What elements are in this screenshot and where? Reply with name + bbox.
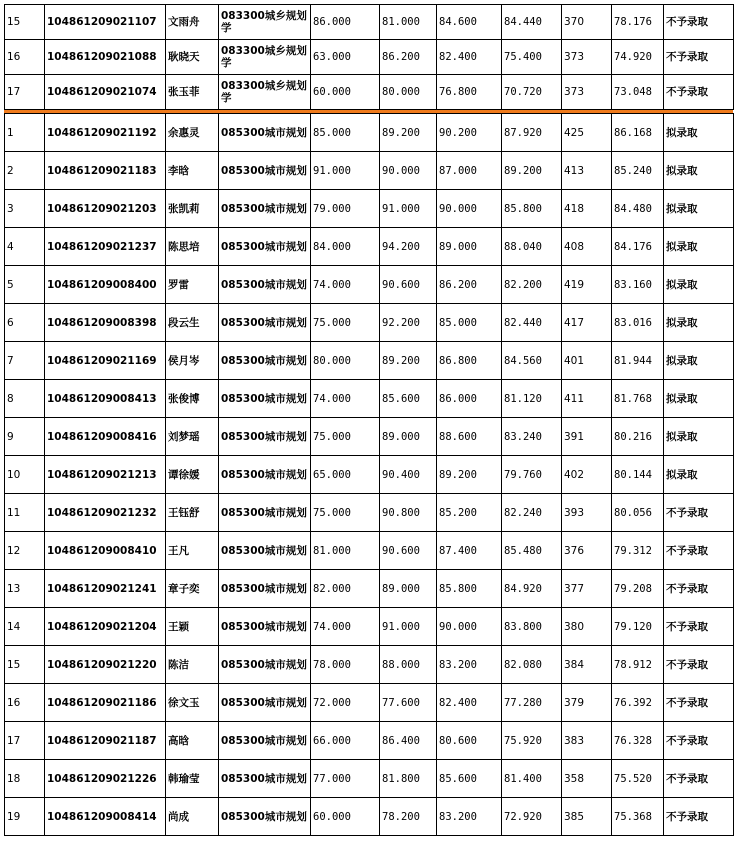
cell-row-number: 12 — [5, 532, 45, 570]
table-row — [5, 722, 734, 760]
cell-admission-result: 不予录取 — [664, 608, 734, 646]
cell-final-score: 80.056 — [612, 494, 664, 532]
cell-score-4: 81.400 — [502, 760, 562, 798]
cell-candidate-name: 高晗 — [166, 722, 219, 760]
cell-score-2: 91.000 — [380, 608, 437, 646]
cell-score-1: 75.000 — [311, 304, 380, 342]
cell-score-1: 86.000 — [311, 5, 380, 40]
cell-score-3: 84.600 — [437, 5, 502, 40]
table-row — [5, 152, 734, 190]
cell-score-4: 75.920 — [502, 722, 562, 760]
cell-candidate-id: 104861209021232 — [45, 494, 166, 532]
cell-score-4: 83.240 — [502, 418, 562, 456]
cell-score-3: 85.200 — [437, 494, 502, 532]
cell-candidate-id: 104861209021074 — [45, 75, 166, 110]
cell-candidate-id: 104861209008400 — [45, 266, 166, 304]
cell-admission-result: 拟录取 — [664, 380, 734, 418]
cell-major: 085300城市规划 — [219, 608, 311, 646]
cell-candidate-name: 尚成 — [166, 798, 219, 836]
cell-score-1: 75.000 — [311, 418, 380, 456]
cell-admission-result: 不予录取 — [664, 722, 734, 760]
cell-major: 085300城市规划 — [219, 342, 311, 380]
cell-row-number: 18 — [5, 760, 45, 798]
cell-score-2: 89.000 — [380, 418, 437, 456]
table-row — [5, 760, 734, 798]
cell-candidate-name: 段云生 — [166, 304, 219, 342]
cell-score-2: 89.200 — [380, 342, 437, 380]
score-sheet — [4, 4, 733, 836]
cell-final-score: 80.144 — [612, 456, 664, 494]
cell-major: 085300城市规划 — [219, 532, 311, 570]
cell-score-2: 81.800 — [380, 760, 437, 798]
cell-score-1: 79.000 — [311, 190, 380, 228]
cell-score-4: 84.440 — [502, 5, 562, 40]
cell-score-1: 72.000 — [311, 684, 380, 722]
cell-exam-total: 384 — [562, 646, 612, 684]
cell-major: 085300城市规划 — [219, 152, 311, 190]
cell-final-score: 81.768 — [612, 380, 664, 418]
cell-candidate-id: 104861209021187 — [45, 722, 166, 760]
cell-row-number: 9 — [5, 418, 45, 456]
cell-row-number: 16 — [5, 40, 45, 75]
cell-candidate-name: 谭徐媛 — [166, 456, 219, 494]
cell-score-2: 90.600 — [380, 266, 437, 304]
cell-final-score: 86.168 — [612, 114, 664, 152]
cell-row-number: 16 — [5, 684, 45, 722]
cell-exam-total: 370 — [562, 5, 612, 40]
cell-final-score: 79.208 — [612, 570, 664, 608]
cell-final-score: 75.520 — [612, 760, 664, 798]
table-row — [5, 380, 734, 418]
cell-score-2: 92.200 — [380, 304, 437, 342]
cell-score-3: 90.200 — [437, 114, 502, 152]
cell-score-2: 78.200 — [380, 798, 437, 836]
cell-exam-total: 417 — [562, 304, 612, 342]
cell-score-1: 82.000 — [311, 570, 380, 608]
cell-score-3: 89.200 — [437, 456, 502, 494]
table-row — [5, 40, 734, 75]
cell-score-3: 76.800 — [437, 75, 502, 110]
cell-candidate-name: 韩瑜莹 — [166, 760, 219, 798]
cell-major: 085300城市规划 — [219, 228, 311, 266]
cell-candidate-name: 刘梦瑶 — [166, 418, 219, 456]
cell-admission-result: 不予录取 — [664, 532, 734, 570]
cell-exam-total: 380 — [562, 608, 612, 646]
cell-candidate-id: 104861209021213 — [45, 456, 166, 494]
cell-row-number: 17 — [5, 722, 45, 760]
cell-score-2: 86.200 — [380, 40, 437, 75]
cell-candidate-id: 104861209021237 — [45, 228, 166, 266]
cell-score-1: 66.000 — [311, 722, 380, 760]
cell-major: 085300城市规划 — [219, 456, 311, 494]
cell-exam-total: 377 — [562, 570, 612, 608]
cell-candidate-name: 陈洁 — [166, 646, 219, 684]
cell-score-1: 78.000 — [311, 646, 380, 684]
cell-candidate-name: 侯月岑 — [166, 342, 219, 380]
cell-admission-result: 不予录取 — [664, 646, 734, 684]
cell-major: 085300城市规划 — [219, 494, 311, 532]
cell-candidate-id: 104861209021088 — [45, 40, 166, 75]
table-row — [5, 266, 734, 304]
table-urban-planning-science — [4, 4, 734, 110]
cell-score-2: 88.000 — [380, 646, 437, 684]
cell-score-2: 91.000 — [380, 190, 437, 228]
cell-score-2: 85.600 — [380, 380, 437, 418]
cell-candidate-name: 王凡 — [166, 532, 219, 570]
cell-exam-total: 408 — [562, 228, 612, 266]
cell-candidate-name: 李晗 — [166, 152, 219, 190]
table-row — [5, 228, 734, 266]
cell-candidate-name: 王颖 — [166, 608, 219, 646]
cell-row-number: 2 — [5, 152, 45, 190]
cell-candidate-id: 104861209008410 — [45, 532, 166, 570]
cell-score-3: 85.000 — [437, 304, 502, 342]
cell-admission-result: 拟录取 — [664, 304, 734, 342]
cell-candidate-id: 104861209021226 — [45, 760, 166, 798]
cell-candidate-id: 104861209021169 — [45, 342, 166, 380]
cell-score-3: 80.600 — [437, 722, 502, 760]
cell-major: 085300城市规划 — [219, 570, 311, 608]
cell-score-2: 94.200 — [380, 228, 437, 266]
cell-exam-total: 376 — [562, 532, 612, 570]
table-row — [5, 570, 734, 608]
cell-row-number: 14 — [5, 608, 45, 646]
cell-candidate-id: 104861209008414 — [45, 798, 166, 836]
cell-score-3: 87.000 — [437, 152, 502, 190]
cell-score-1: 65.000 — [311, 456, 380, 494]
cell-candidate-id: 104861209008413 — [45, 380, 166, 418]
cell-exam-total: 413 — [562, 152, 612, 190]
cell-row-number: 10 — [5, 456, 45, 494]
cell-major: 085300城市规划 — [219, 646, 311, 684]
cell-candidate-name: 张凯莉 — [166, 190, 219, 228]
cell-score-2: 80.000 — [380, 75, 437, 110]
cell-major: 083300城乡规划学 — [219, 75, 311, 110]
cell-row-number: 6 — [5, 304, 45, 342]
cell-score-3: 86.200 — [437, 266, 502, 304]
table-row — [5, 342, 734, 380]
table-row — [5, 190, 734, 228]
cell-score-1: 85.000 — [311, 114, 380, 152]
cell-score-4: 77.280 — [502, 684, 562, 722]
cell-major: 085300城市规划 — [219, 266, 311, 304]
cell-score-1: 74.000 — [311, 266, 380, 304]
cell-admission-result: 不予录取 — [664, 40, 734, 75]
cell-score-4: 84.560 — [502, 342, 562, 380]
cell-final-score: 85.240 — [612, 152, 664, 190]
cell-row-number: 19 — [5, 798, 45, 836]
cell-final-score: 81.944 — [612, 342, 664, 380]
table-row — [5, 532, 734, 570]
cell-row-number: 5 — [5, 266, 45, 304]
cell-candidate-id: 104861209021192 — [45, 114, 166, 152]
cell-final-score: 78.912 — [612, 646, 664, 684]
cell-score-3: 90.000 — [437, 608, 502, 646]
cell-candidate-id: 104861209008398 — [45, 304, 166, 342]
cell-score-4: 83.800 — [502, 608, 562, 646]
cell-exam-total: 401 — [562, 342, 612, 380]
cell-admission-result: 不予录取 — [664, 75, 734, 110]
cell-row-number: 13 — [5, 570, 45, 608]
cell-exam-total: 383 — [562, 722, 612, 760]
cell-score-2: 77.600 — [380, 684, 437, 722]
cell-score-1: 77.000 — [311, 760, 380, 798]
cell-score-4: 82.440 — [502, 304, 562, 342]
cell-score-2: 90.000 — [380, 152, 437, 190]
cell-major: 085300城市规划 — [219, 684, 311, 722]
cell-score-3: 85.600 — [437, 760, 502, 798]
cell-score-3: 83.200 — [437, 798, 502, 836]
cell-exam-total: 385 — [562, 798, 612, 836]
cell-score-1: 80.000 — [311, 342, 380, 380]
cell-score-4: 87.920 — [502, 114, 562, 152]
cell-major: 085300城市规划 — [219, 760, 311, 798]
table-row — [5, 798, 734, 836]
table-row — [5, 646, 734, 684]
cell-exam-total: 358 — [562, 760, 612, 798]
cell-candidate-name: 张俊博 — [166, 380, 219, 418]
cell-admission-result: 不予录取 — [664, 5, 734, 40]
table-row — [5, 684, 734, 722]
cell-candidate-name: 章子奕 — [166, 570, 219, 608]
cell-admission-result: 拟录取 — [664, 114, 734, 152]
cell-final-score: 78.176 — [612, 5, 664, 40]
cell-candidate-id: 104861209021203 — [45, 190, 166, 228]
cell-score-2: 90.800 — [380, 494, 437, 532]
cell-score-3: 90.000 — [437, 190, 502, 228]
cell-score-4: 84.920 — [502, 570, 562, 608]
cell-score-4: 72.920 — [502, 798, 562, 836]
cell-final-score: 76.328 — [612, 722, 664, 760]
cell-score-2: 89.000 — [380, 570, 437, 608]
cell-score-4: 75.400 — [502, 40, 562, 75]
cell-final-score: 75.368 — [612, 798, 664, 836]
cell-score-1: 74.000 — [311, 380, 380, 418]
cell-exam-total: 391 — [562, 418, 612, 456]
cell-final-score: 73.048 — [612, 75, 664, 110]
cell-candidate-name: 陈思培 — [166, 228, 219, 266]
cell-final-score: 83.016 — [612, 304, 664, 342]
cell-score-3: 89.000 — [437, 228, 502, 266]
cell-score-1: 74.000 — [311, 608, 380, 646]
cell-score-3: 86.800 — [437, 342, 502, 380]
cell-candidate-name: 余惠灵 — [166, 114, 219, 152]
cell-major: 085300城市规划 — [219, 418, 311, 456]
cell-score-4: 82.080 — [502, 646, 562, 684]
cell-admission-result: 拟录取 — [664, 418, 734, 456]
cell-row-number: 8 — [5, 380, 45, 418]
cell-final-score: 83.160 — [612, 266, 664, 304]
cell-score-3: 85.800 — [437, 570, 502, 608]
table-row — [5, 418, 734, 456]
cell-score-2: 90.400 — [380, 456, 437, 494]
table-row — [5, 456, 734, 494]
cell-score-4: 79.760 — [502, 456, 562, 494]
cell-final-score: 84.176 — [612, 228, 664, 266]
cell-final-score: 79.312 — [612, 532, 664, 570]
cell-row-number: 11 — [5, 494, 45, 532]
cell-score-3: 82.400 — [437, 40, 502, 75]
table-urban-planning — [4, 113, 734, 836]
cell-score-2: 81.000 — [380, 5, 437, 40]
cell-score-3: 86.000 — [437, 380, 502, 418]
cell-final-score: 80.216 — [612, 418, 664, 456]
cell-exam-total: 425 — [562, 114, 612, 152]
cell-candidate-id: 104861209021241 — [45, 570, 166, 608]
cell-score-4: 85.800 — [502, 190, 562, 228]
cell-exam-total: 402 — [562, 456, 612, 494]
cell-row-number: 15 — [5, 5, 45, 40]
cell-candidate-name: 徐文玉 — [166, 684, 219, 722]
cell-candidate-name: 罗雷 — [166, 266, 219, 304]
cell-admission-result: 拟录取 — [664, 152, 734, 190]
cell-exam-total: 373 — [562, 40, 612, 75]
cell-admission-result: 不予录取 — [664, 494, 734, 532]
cell-row-number: 1 — [5, 114, 45, 152]
table-row — [5, 608, 734, 646]
cell-candidate-id: 104861209008416 — [45, 418, 166, 456]
cell-major: 085300城市规划 — [219, 722, 311, 760]
cell-score-3: 87.400 — [437, 532, 502, 570]
cell-score-4: 82.200 — [502, 266, 562, 304]
cell-row-number: 3 — [5, 190, 45, 228]
cell-candidate-name: 耿晓天 — [166, 40, 219, 75]
cell-score-4: 81.120 — [502, 380, 562, 418]
cell-admission-result: 拟录取 — [664, 190, 734, 228]
cell-score-4: 82.240 — [502, 494, 562, 532]
cell-score-2: 89.200 — [380, 114, 437, 152]
cell-score-4: 88.040 — [502, 228, 562, 266]
cell-major: 085300城市规划 — [219, 380, 311, 418]
cell-score-2: 86.400 — [380, 722, 437, 760]
cell-admission-result: 拟录取 — [664, 228, 734, 266]
cell-score-1: 63.000 — [311, 40, 380, 75]
cell-candidate-id: 104861209021204 — [45, 608, 166, 646]
cell-admission-result: 不予录取 — [664, 798, 734, 836]
cell-major: 083300城乡规划学 — [219, 40, 311, 75]
cell-score-2: 90.600 — [380, 532, 437, 570]
cell-admission-result: 不予录取 — [664, 570, 734, 608]
cell-score-3: 82.400 — [437, 684, 502, 722]
cell-candidate-id: 104861209021220 — [45, 646, 166, 684]
cell-score-1: 75.000 — [311, 494, 380, 532]
cell-exam-total: 411 — [562, 380, 612, 418]
cell-major: 085300城市规划 — [219, 304, 311, 342]
table-row — [5, 304, 734, 342]
cell-score-3: 83.200 — [437, 646, 502, 684]
cell-row-number: 15 — [5, 646, 45, 684]
cell-score-1: 81.000 — [311, 532, 380, 570]
cell-exam-total: 373 — [562, 75, 612, 110]
cell-candidate-id: 104861209021107 — [45, 5, 166, 40]
cell-exam-total: 419 — [562, 266, 612, 304]
cell-exam-total: 393 — [562, 494, 612, 532]
cell-exam-total: 379 — [562, 684, 612, 722]
cell-final-score: 84.480 — [612, 190, 664, 228]
cell-major: 083300城乡规划学 — [219, 5, 311, 40]
cell-candidate-name: 张玉菲 — [166, 75, 219, 110]
cell-score-1: 60.000 — [311, 798, 380, 836]
cell-major: 085300城市规划 — [219, 798, 311, 836]
cell-major: 085300城市规划 — [219, 190, 311, 228]
cell-score-4: 89.200 — [502, 152, 562, 190]
cell-score-1: 60.000 — [311, 75, 380, 110]
table-row — [5, 75, 734, 110]
cell-candidate-name: 文雨舟 — [166, 5, 219, 40]
cell-final-score: 76.392 — [612, 684, 664, 722]
cell-admission-result: 不予录取 — [664, 684, 734, 722]
cell-admission-result: 拟录取 — [664, 342, 734, 380]
cell-major: 085300城市规划 — [219, 114, 311, 152]
cell-score-4: 85.480 — [502, 532, 562, 570]
table-row — [5, 494, 734, 532]
cell-row-number: 4 — [5, 228, 45, 266]
table-row — [5, 114, 734, 152]
cell-row-number: 7 — [5, 342, 45, 380]
cell-candidate-id: 104861209021186 — [45, 684, 166, 722]
cell-candidate-name: 王钰舒 — [166, 494, 219, 532]
cell-row-number: 17 — [5, 75, 45, 110]
table-row — [5, 5, 734, 40]
cell-final-score: 74.920 — [612, 40, 664, 75]
cell-score-1: 91.000 — [311, 152, 380, 190]
cell-exam-total: 418 — [562, 190, 612, 228]
cell-admission-result: 拟录取 — [664, 456, 734, 494]
cell-admission-result: 不予录取 — [664, 760, 734, 798]
cell-score-3: 88.600 — [437, 418, 502, 456]
cell-score-1: 84.000 — [311, 228, 380, 266]
cell-score-4: 70.720 — [502, 75, 562, 110]
cell-candidate-id: 104861209021183 — [45, 152, 166, 190]
cell-admission-result: 拟录取 — [664, 266, 734, 304]
cell-final-score: 79.120 — [612, 608, 664, 646]
